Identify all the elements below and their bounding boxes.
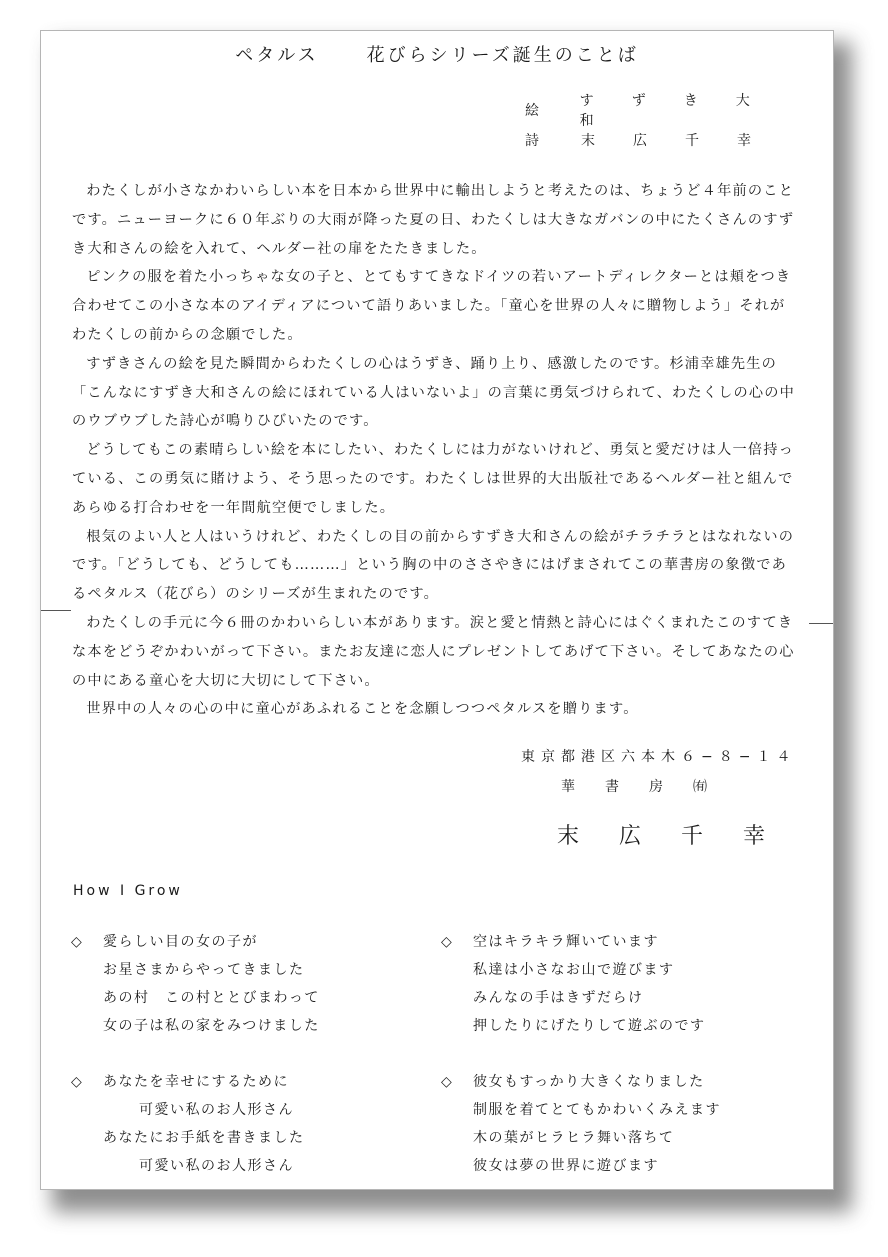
body-text bbox=[72, 177, 798, 724]
paragraph: わたくしが小さなかわいらしい本を日本から世界中に輸出しようと考えたのは、ちょうど４年前のことです。ニューヨークに６０年ぶりの大雨が降った夏の日、わたくしは大きなガバンの中にたくさんのすずき大和さんの絵を入れて、ヘルダー社の扉をたたきました。 bbox=[72, 183, 795, 257]
document-title bbox=[41, 41, 833, 67]
credits bbox=[525, 95, 833, 155]
poem-stanza bbox=[441, 1068, 791, 1180]
paragraph: わたくしの手元に今６冊のかわいらしい本があります。涙と愛と情熱と詩心にはぐくまれたこのすてきな本をどうぞかわいがって下さい。またお友達に恋人にプレゼントしてあげて下さい。そしてあなたの心の中にある童心を大切に大切にして下さい。 bbox=[72, 614, 795, 689]
diamond-bullet-icon: ◇ bbox=[71, 1074, 82, 1090]
scan-artifact-line bbox=[809, 623, 833, 624]
paragraph: 根気のよい人と人はいうけれど、わたくしの目の前からすずき大和さんの絵がチラチラとはなれないのです。「どうしても、どうしても………」という胸の中のささやきにはげまされてこの華書房の象徴であるペタルス（花びら）のシリーズが生まれたのです。 bbox=[72, 528, 795, 603]
poem-line: 木の葉がヒラヒラ舞い落ちて bbox=[473, 1130, 675, 1146]
poem-line: お星さまからやってきました bbox=[103, 962, 305, 978]
poem-line: 私達は小さなお山で遊びます bbox=[473, 962, 675, 978]
paragraph: どうしてもこの素晴らしい絵を本にしたい、わたくしには力がないけれど、勇気と愛だけは人一倍持っている、この勇気に賭けよう、そう思ったのです。わたくしは世界的大出版社であるヘルダー社と組んであらゆる打合わせを一年間航空便でしました。 bbox=[72, 442, 795, 516]
credit-illustrator bbox=[525, 93, 833, 129]
diamond-bullet-icon: ◇ bbox=[441, 934, 452, 950]
poem-line: あなたにお手紙を書きました bbox=[103, 1130, 305, 1146]
poem-line: みんなの手はきずだらけ bbox=[473, 990, 644, 1006]
poem-line: 制服を着てとてもかわいくみえます bbox=[473, 1102, 721, 1118]
poem-line: あなたを幸せにするために bbox=[103, 1074, 289, 1090]
poem-line: 女の子は私の家をみつけました bbox=[103, 1018, 320, 1034]
credit-role: 絵 bbox=[525, 103, 539, 119]
poem-line: 愛らしい目の女の子が bbox=[103, 934, 258, 950]
poem-line: 可愛い私のお人形さん bbox=[139, 1102, 294, 1118]
document-page bbox=[40, 30, 834, 1190]
publisher-name: 華書房㈲ bbox=[561, 779, 737, 795]
credit-name: 末広千幸 bbox=[581, 133, 789, 149]
credit-name: すずき大和 bbox=[579, 93, 788, 129]
credit-role: 詩 bbox=[525, 133, 539, 149]
poem-list bbox=[71, 928, 791, 1180]
poem-stanza bbox=[441, 928, 791, 1040]
poem-line: 可愛い私のお人形さん bbox=[139, 1158, 294, 1174]
author-signature: 末広千幸 bbox=[557, 824, 806, 849]
diamond-bullet-icon: ◇ bbox=[71, 934, 82, 950]
poem-line: あの村 この村ととびまわって bbox=[103, 990, 320, 1006]
credit-poet bbox=[525, 125, 833, 155]
poem-line: 押したりにげたりして遊ぶのです bbox=[473, 1018, 706, 1034]
title-text: 花びらシリーズ誕生のことば bbox=[366, 45, 639, 66]
series-name: ペタルス bbox=[235, 45, 319, 66]
paragraph: ピンクの服を着た小っちゃな女の子と、とてもすてきなドイツの若いアートディレクターとは頬をつき合わせてこの小さな本のアイディアについて語りあいました。「童心を世界の人々に贈物しよう」それがわたくしの前からの念願でした。 bbox=[72, 269, 792, 343]
poem-line: 空はキラキラ輝いています bbox=[473, 934, 659, 950]
scan-artifact-line bbox=[41, 610, 71, 611]
poem-stanza bbox=[71, 928, 441, 1040]
poem-line: 彼女は夢の世界に遊びます bbox=[473, 1158, 659, 1174]
paragraph: 世界中の人々の心の中に童心があふれることを念願しつつペタルスを贈ります。 bbox=[86, 701, 639, 718]
paragraph: すずきさんの絵を見た瞬間からわたくしの心はうずき、踊り上り、感激したのです。杉浦幸雄先生の「こんなにすずき大和さんの絵にほれている人はいないよ」の言葉に勇気づけられて、わたくしの心の中のウブウブした詩心が鳴りひびいたのです。 bbox=[72, 355, 796, 430]
publisher-address bbox=[521, 742, 796, 802]
diamond-bullet-icon: ◇ bbox=[441, 1074, 452, 1090]
section-heading: How I Grow bbox=[73, 883, 183, 899]
address-line: 東京都港区六本木６−８−１４ bbox=[521, 749, 797, 765]
poem-line: 彼女もすっかり大きくなりました bbox=[473, 1074, 705, 1090]
poem-stanza bbox=[71, 1068, 441, 1180]
